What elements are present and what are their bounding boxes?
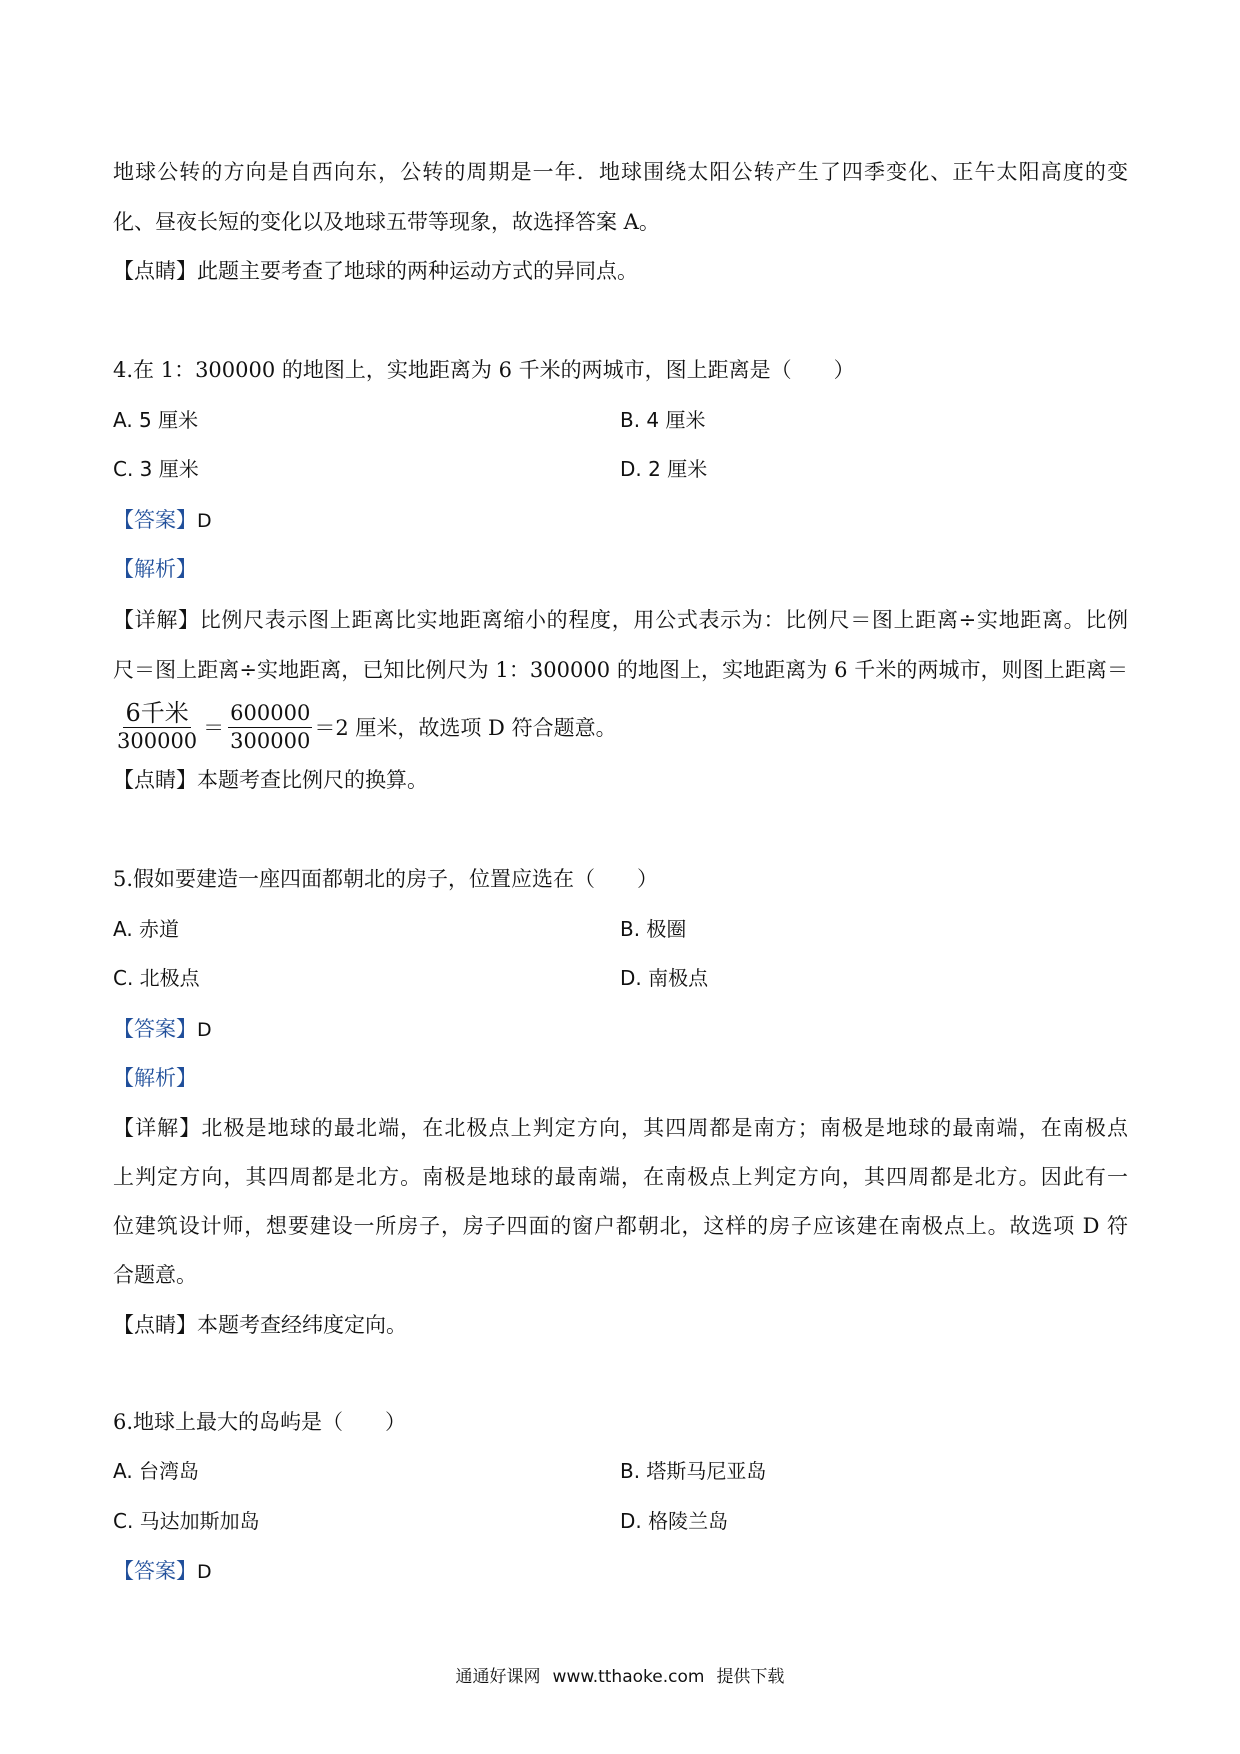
- detail-text: 比例尺表示图上距离比实地距离缩小的程度，用公式表示为：比例尺＝图上距离÷实地距离。比例: [199, 608, 1129, 632]
- comment-tag: 【点睛】: [113, 259, 197, 283]
- comment-text: 本题考查经纬度定向。: [197, 1313, 407, 1337]
- answer-tag: 【答案】: [113, 1017, 197, 1041]
- answer-value: D: [197, 510, 212, 532]
- q5-option-a: A. 赤道: [113, 917, 180, 941]
- q6-stem: 6.地球上最大的岛屿是（ ）: [113, 1410, 407, 1434]
- q4-formula: [113, 697, 617, 757]
- fraction: [228, 700, 312, 755]
- q4-option-b: B. 4 厘米: [620, 408, 706, 432]
- q5-detail-line: 位建筑设计师，想要建设一所房子，房子四面的窗户都朝北，这样的房子应该建在南极点上。故选项 D 符: [113, 1214, 1128, 1238]
- equals-sign: ＝: [203, 716, 225, 740]
- q4-detail-line: 尺＝图上距离÷实地距离，已知比例尺为 1：300000 的地图上，实地距离为 6 千米的两城市，则图上距离＝: [113, 658, 1128, 682]
- q4-analysis: [113, 554, 197, 584]
- formula-result: ＝2 厘米，故选项 D 符合题意。: [314, 716, 617, 740]
- answer-value: D: [197, 1561, 212, 1583]
- q3-explanation-line: 地球公转的方向是自西向东，公转的周期是一年．地球围绕太阳公转产生了四季变化、正午太阳高度的变: [113, 160, 1128, 184]
- footer-site-name: 通通好课网: [455, 1667, 541, 1687]
- fraction: [115, 700, 199, 755]
- q4-detail-line: [113, 605, 1128, 635]
- q4-option-c: C. 3 厘米: [113, 457, 199, 481]
- detail-text: 北极是地球的最北端，在北极点上判定方向，其四周都是南方；南极是地球的最南端，在南极点: [201, 1116, 1128, 1140]
- q5-detail-line: 合题意。: [113, 1263, 197, 1287]
- q4-answer: [113, 505, 212, 536]
- q4-stem: 4.在 1：300000 的地图上，实地距离为 6 千米的两城市，图上距离是（ ）: [113, 358, 855, 382]
- q5-option-c: C. 北极点: [113, 966, 200, 990]
- answer-tag: 【答案】: [113, 508, 197, 532]
- q6-option-a: A. 台湾岛: [113, 1459, 200, 1483]
- analysis-tag: 【解析】: [113, 557, 197, 581]
- q4-option-a: A. 5 厘米: [113, 408, 199, 432]
- q5-option-b: B. 极圈: [620, 917, 687, 941]
- answer-tag: 【答案】: [113, 1559, 197, 1583]
- answer-value: D: [197, 1019, 212, 1041]
- fraction-denominator: 300000: [117, 728, 198, 753]
- q6-answer: [113, 1556, 212, 1587]
- comment-tag: 【点睛】: [113, 768, 197, 792]
- q4-comment: [113, 765, 428, 795]
- detail-tag: 【详解】: [113, 608, 200, 632]
- q6-option-b: B. 塔斯马尼亚岛: [620, 1459, 767, 1483]
- q5-detail-line: [113, 1113, 1128, 1143]
- q3-comment: [113, 256, 638, 286]
- q4-option-d: D. 2 厘米: [620, 457, 708, 481]
- comment-tag: 【点睛】: [113, 1313, 197, 1337]
- q3-explanation-line: 化、昼夜长短的变化以及地球五带等现象，故选择答案 A。: [113, 210, 660, 234]
- q5-stem: 5.假如要建造一座四面都朝北的房子，位置应选在（ ）: [113, 867, 659, 891]
- analysis-tag: 【解析】: [113, 1066, 197, 1090]
- page-footer: [0, 1662, 1240, 1687]
- q5-analysis: [113, 1063, 197, 1093]
- comment-text: 本题考查比例尺的换算。: [197, 768, 428, 792]
- q5-detail-line: 上判定方向，其四周都是北方。南极是地球的最南端，在南极点上判定方向，其四周都是北方。因此有一: [113, 1165, 1128, 1189]
- q5-answer: [113, 1014, 212, 1045]
- comment-text: 此题主要考查了地球的两种运动方式的异同点。: [197, 259, 638, 283]
- fraction-denominator: 300000: [230, 728, 311, 753]
- q6-option-c: C. 马达加斯加岛: [113, 1509, 260, 1533]
- detail-tag: 【详解】: [113, 1116, 202, 1140]
- q5-comment: [113, 1310, 407, 1340]
- footer-suffix: 提供下载: [716, 1667, 785, 1687]
- q5-option-d: D. 南极点: [620, 966, 709, 990]
- q6-option-d: D. 格陵兰岛: [620, 1509, 729, 1533]
- footer-url[interactable]: www.tthaoke.com: [552, 1667, 705, 1687]
- fraction-numerator: 600000: [228, 700, 312, 728]
- fraction-numerator: 6千米: [125, 698, 189, 727]
